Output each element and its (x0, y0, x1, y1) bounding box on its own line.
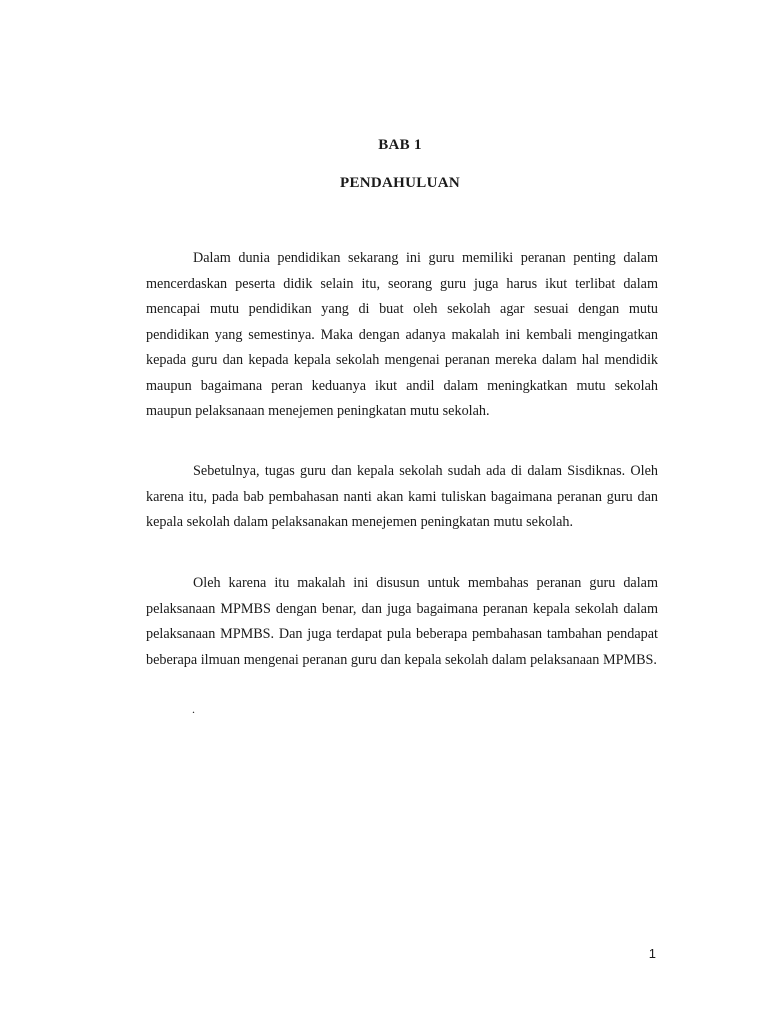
body-paragraph (146, 459, 658, 536)
paragraph-text: Dalam dunia pendidikan sekarang ini guru memiliki peranan penting dalam mencerdaskan peserta didik selain itu, seorang guru juga harus ikut terlibat dalam mencapai mutu pendidikan yang di buat oleh sekolah agar sesuai dengan mutu pendidikan yang semestinya. Maka dengan adanya makalah ini kembali mengingatkan kepada guru dan kepada kepala sekolah mengenai peranan mereka dalam hal mendidik maupun bagaimana peran keduanya ikut andil dalam meningkatkan mutu sekolah maupun pelaksanaan menejemen peningkatan mutu sekolah. (146, 250, 658, 419)
body-paragraph (146, 571, 658, 673)
body-paragraph (146, 246, 658, 425)
paragraph-text: Sebetulnya, tugas guru dan kepala sekolah sudah ada di dalam Sisdiknas. Oleh karena itu, pada bab pembahasan nanti akan kami tuliskan bagaimana peranan guru dan kepala sekolah dalam pelaksanakan menejemen peningkatan mutu sekolah. (146, 463, 658, 530)
stray-mark: . (192, 702, 195, 716)
chapter-title: PENDAHULUAN (340, 175, 460, 191)
page-number: 1 (648, 946, 656, 961)
chapter-label: BAB 1 (378, 137, 422, 153)
paragraph-text: Oleh karena itu makalah ini disusun untuk membahas peranan guru dalam pelaksanaan MPMBS dengan benar, dan juga bagaimana peranan kepala sekolah dalam pelaksanaan MPMBS. Dan juga terdapat pula beberapa pembahasan tambahan pendapat beberapa ilmuan mengenai peranan guru dan kepala sekolah dalam pelaksanaan MPMBS. (146, 575, 658, 668)
